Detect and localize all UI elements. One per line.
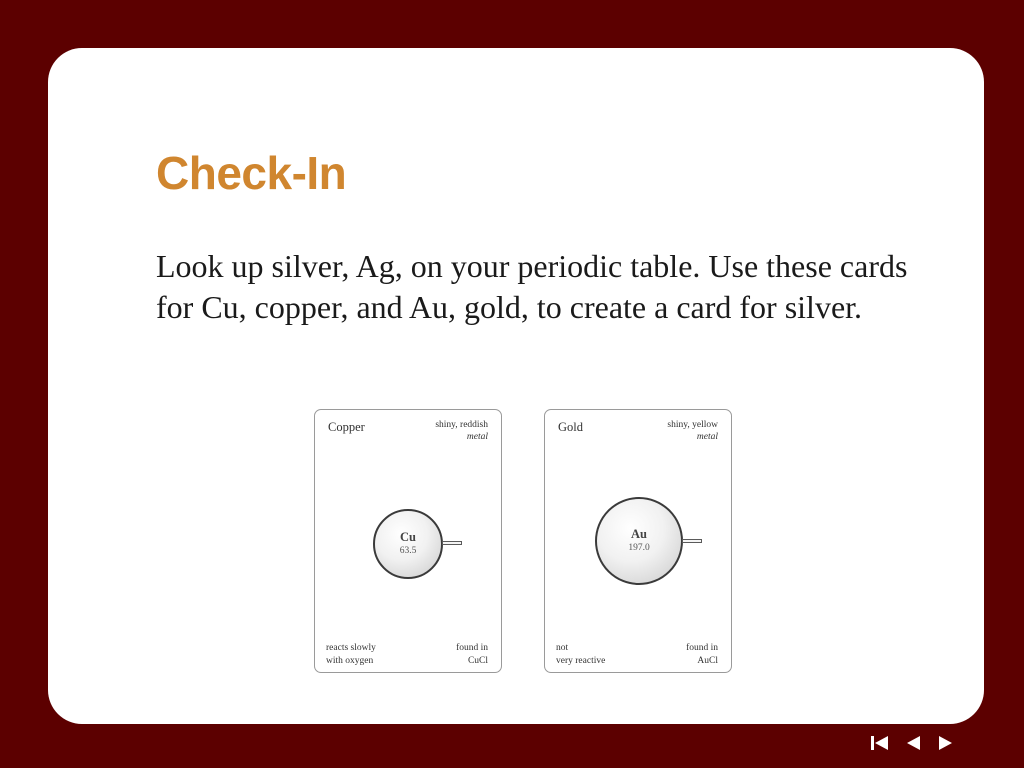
gold-element-card — [544, 409, 732, 673]
atomic-mass: 197.0 — [628, 543, 650, 553]
next-slide-icon — [939, 736, 952, 750]
card-reactivity-line: with oxygen — [326, 655, 374, 666]
card-description-line: shiny, reddish — [435, 420, 488, 430]
card-found-in-label: found in — [686, 643, 718, 653]
card-description-type: metal — [466, 432, 488, 442]
card-found-in-compound: AuCl — [697, 655, 718, 666]
first-slide-button[interactable] — [868, 734, 890, 752]
slide-body-text: Look up silver, Ag, on your periodic table. Use these cards for Cu, copper, and Au, gold, to create a card for silver. — [156, 248, 908, 325]
card-found-in — [456, 642, 488, 667]
card-description-type: metal — [696, 432, 718, 442]
bond-stub-icon — [682, 539, 702, 543]
atomic-mass: 63.5 — [399, 546, 417, 556]
card-name: Gold — [558, 420, 583, 434]
previous-slide-button[interactable] — [902, 734, 924, 752]
card-description — [667, 419, 718, 443]
slide-title: Check-In — [156, 147, 347, 199]
card-description — [435, 419, 488, 443]
card-found-in — [686, 642, 718, 667]
gold-atom-icon — [595, 497, 683, 585]
card-reactivity-line: not — [556, 643, 569, 653]
slide-panel — [48, 48, 984, 724]
card-description-line: shiny, yellow — [667, 420, 718, 430]
copper-atom-icon — [373, 509, 443, 579]
card-found-in-compound: CuCl — [467, 655, 488, 666]
card-reactivity — [556, 642, 605, 667]
element-symbol: Au — [631, 527, 647, 541]
copper-element-card — [314, 409, 502, 673]
card-reactivity — [326, 642, 376, 667]
next-slide-button[interactable] — [934, 734, 956, 752]
previous-slide-icon — [907, 736, 920, 750]
bond-stub-icon — [442, 541, 462, 545]
first-slide-icon — [871, 736, 888, 750]
card-reactivity-line: very reactive — [556, 655, 606, 666]
card-found-in-label: found in — [456, 643, 488, 653]
card-name: Copper — [328, 420, 365, 434]
card-reactivity-line: reacts slowly — [326, 643, 376, 653]
element-symbol: Cu — [400, 530, 416, 544]
